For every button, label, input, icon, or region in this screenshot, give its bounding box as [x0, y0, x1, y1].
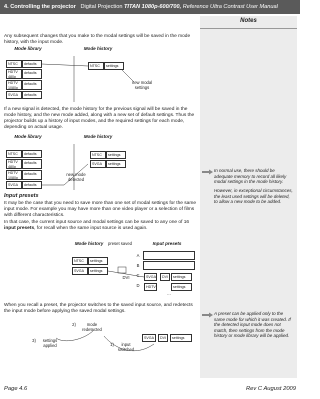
header-product: Digital Projection	[80, 4, 123, 10]
diagram-1-arrows	[4, 46, 196, 102]
history-row-ntsc: NTSC	[88, 62, 104, 70]
history-row-svga: SVGA	[72, 267, 88, 275]
step-3-label: settings applied	[42, 338, 58, 348]
library-row-svga: SVGA	[6, 91, 22, 99]
note-3: A preset can be applied only to the same mode for which it was created. If the detected input mode does not match, then settings from the mode history or mode library will be applied.	[214, 311, 291, 339]
library-defaults: defaults	[22, 91, 42, 99]
history-settings: settings	[106, 151, 126, 159]
library-row-ntsc: NTSC	[6, 60, 22, 68]
pointing-hand-icon	[202, 168, 214, 176]
history-settings: settings	[88, 257, 108, 265]
diagram-input-presets	[4, 237, 196, 297]
history-row-svga: SVGA	[90, 160, 106, 168]
history-settings: settings	[104, 62, 124, 70]
library-row-1080p: HDTV 1080p	[6, 80, 22, 90]
mode-library-label: Mode library	[14, 46, 42, 51]
preset-d: D	[136, 283, 140, 288]
library-row-ntsc: NTSC	[6, 150, 22, 158]
paragraph-2: If a new signal is detected, the mode history for the previous signal will be saved in the mode history, and the new mode added, along with a new set of default settings. Thus the projector builds up a history of input modes, and the required settings for each mode, depending on actual usage.	[4, 107, 195, 130]
paragraph-1: Any subsequent changes that you make to the modal settings will be saved in the mode history, with the input mode.	[4, 34, 191, 45]
diagram-3-arrows	[4, 237, 196, 297]
diagram-preset-recall	[4, 318, 196, 362]
header-doc: Reference Ultra Contrast User Manual	[182, 4, 278, 10]
library-defaults: defaults	[22, 69, 42, 79]
diagram-mode-history-2	[4, 132, 196, 190]
diagram-mode-history-1	[4, 46, 196, 102]
history-row-ntsc: NTSC	[72, 257, 88, 265]
pointing-hand-icon	[202, 311, 214, 319]
paragraph-4: In that case, the current input source and modal settings can be saved to any one of 16 input presets, for recall when the same input source is used again.	[4, 220, 190, 231]
recall-mode: SVGA	[144, 336, 154, 340]
preset-c-mode: SVGA	[146, 275, 156, 279]
library-row-svga: SVGA	[6, 181, 22, 189]
mode-history-label: Mode history	[83, 134, 113, 139]
library-defaults: defaults	[22, 60, 42, 68]
mode-history-label: Mode history	[74, 241, 104, 246]
header-section: 4. Controlling the projector	[4, 4, 76, 10]
step-2-label: mode redetected	[82, 322, 102, 332]
library-defaults: defaults	[22, 150, 42, 158]
mode-library-label: Mode library	[14, 134, 42, 139]
new-mode-detected-label: new mode detected	[66, 172, 86, 182]
paragraph-3: It may be the case that you need to save more than one set of modal settings for the same input mode. For example you may have more than one video player or a selection of films with different characteristics.	[4, 201, 196, 218]
page-header	[0, 0, 300, 14]
diagram-4-arrows	[4, 318, 196, 362]
dvi-label: DVI	[122, 275, 130, 280]
notes-title: Notes	[240, 18, 257, 24]
step-2-number: 2)	[72, 322, 76, 327]
recall-dvi: DVI	[160, 336, 166, 340]
library-row-1080p: HDTV 1080p	[6, 170, 22, 180]
input-presets-label: Input presets	[152, 241, 182, 246]
note-2: However, in exceptional circumstances, the least used settings will be deleted, to allow a new mode to be added.	[214, 188, 293, 205]
step-1-label: input switched	[117, 342, 135, 352]
library-row-480p: HDTV 480p	[6, 159, 22, 169]
note-1: In normal use, there should be adequate memory to record all likely modal settings in the mode history.	[214, 168, 287, 185]
preset-a: A	[136, 253, 140, 258]
history-row-ntsc: NTSC	[90, 151, 106, 159]
preset-d-mode: HDTV	[146, 285, 156, 289]
step-3-number: 3)	[32, 338, 36, 343]
notes-divider	[200, 28, 297, 29]
preset-saved-label: preset saved	[108, 241, 132, 246]
step-1-number: 1)	[110, 342, 114, 347]
recall-settings: settings	[170, 334, 192, 342]
preset-d-settings: settings	[171, 283, 192, 291]
preset-more: ...	[167, 291, 171, 296]
paragraph-5: When you recall a preset, the projector switches to the saved input source, and redetects the input mode before applying the saved modal settings.	[4, 303, 193, 314]
library-defaults: defaults	[22, 80, 42, 90]
heading-input-presets: Input presets	[4, 193, 39, 199]
preset-c-settings: settings	[171, 273, 192, 281]
diagram-2-arrows	[4, 132, 196, 190]
footer-page: Page 4.6	[4, 386, 28, 392]
library-defaults: defaults	[22, 170, 42, 180]
history-settings: settings	[88, 267, 108, 275]
history-settings: settings	[106, 160, 126, 168]
new-modal-settings-label: new modal settings	[131, 80, 153, 90]
library-defaults: defaults	[22, 181, 42, 189]
preset-b: B	[136, 263, 140, 268]
mode-history-label: Mode history	[83, 46, 113, 51]
library-defaults: defaults	[22, 159, 42, 169]
preset-c-dvi: DVI	[162, 275, 168, 279]
footer-revision: Rev C August 2009	[245, 386, 296, 392]
header-model: TITAN 1080p-600/700,	[124, 4, 182, 10]
preset-c: C	[136, 273, 140, 278]
library-row-480p: HDTV 480p	[6, 69, 22, 79]
